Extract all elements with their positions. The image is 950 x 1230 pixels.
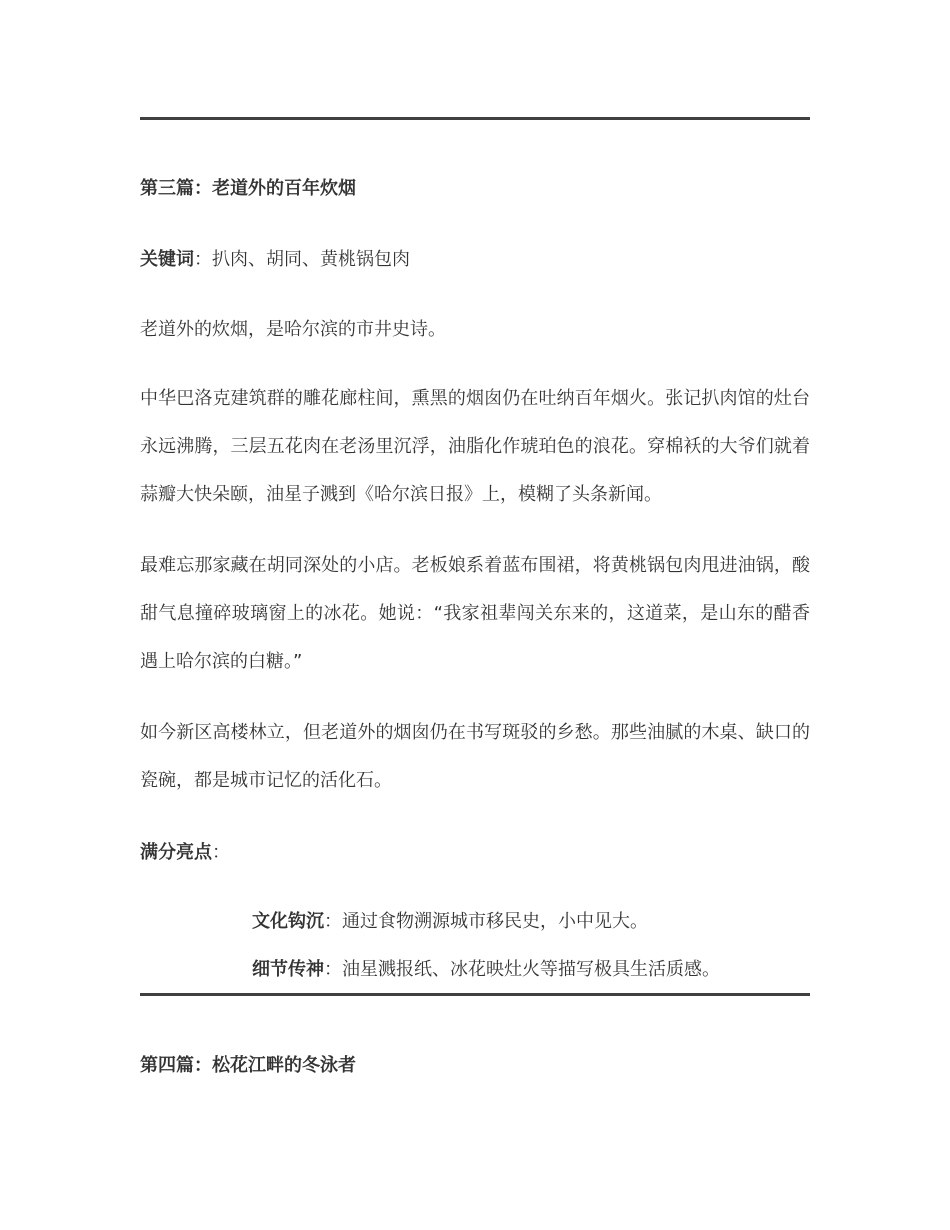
highlight-text: 油星溅报纸、冰花映灶火等描写极具生活质感。 (342, 959, 720, 980)
intro-paragraph: 老道外的炊烟，是哈尔滨的市井史诗。 (140, 319, 446, 340)
highlights-separator: ： (212, 842, 230, 863)
paragraph-3: 如今新区高楼林立，但老道外的烟囱仍在书写斑驳的乡愁。那些油腻的木桌、缺口的瓷碗，都是城市记忆的活化石。 (140, 722, 810, 791)
highlight-item (252, 958, 812, 982)
paragraph-1: 中华巴洛克建筑群的雕花廊柱间，熏黑的烟囱仍在吐纳百年烟火。张记扒肉馆的灶台永远沸腾，三层五花肉在老汤里沉浮，油脂化作琥珀色的浪花。穿棉袄的大爷们就着蒜瓣大快朵颐，油星子溅到《哈尔滨日报》上，模糊了头条新闻。 (140, 388, 810, 505)
highlight-separator: ： (324, 959, 342, 980)
keywords-line (140, 248, 810, 272)
section-divider (140, 993, 810, 996)
top-divider (140, 117, 810, 120)
highlight-text: 通过食物溯源城市移民史，小中见大。 (342, 911, 648, 932)
paragraph-2: 最难忘那家藏在胡同深处的小店。老板娘系着蓝布围裙，将黄桃锅包肉甩进油锅，酸甜气息撞碎玻璃窗上的冰花。她说：“我家祖辈闯关东来的，这道菜，是山东的醋香遇上哈尔滨的白糖。” (140, 555, 810, 672)
section4-title: 第四篇：松花江畔的冬泳者 (140, 1055, 356, 1076)
highlights-label: 满分亮点 (140, 842, 212, 863)
highlight-label: 文化钩沉 (252, 911, 324, 932)
highlight-separator: ： (324, 911, 342, 932)
keywords-separator: ： (194, 249, 212, 270)
highlight-item (252, 910, 812, 934)
section3-title: 第三篇：老道外的百年炊烟 (140, 178, 356, 199)
highlight-label: 细节传神 (252, 959, 324, 980)
keywords-value: 扒肉、胡同、黄桃锅包肉 (212, 249, 410, 270)
keywords-label: 关键词 (140, 249, 194, 270)
highlights-heading (140, 841, 810, 865)
